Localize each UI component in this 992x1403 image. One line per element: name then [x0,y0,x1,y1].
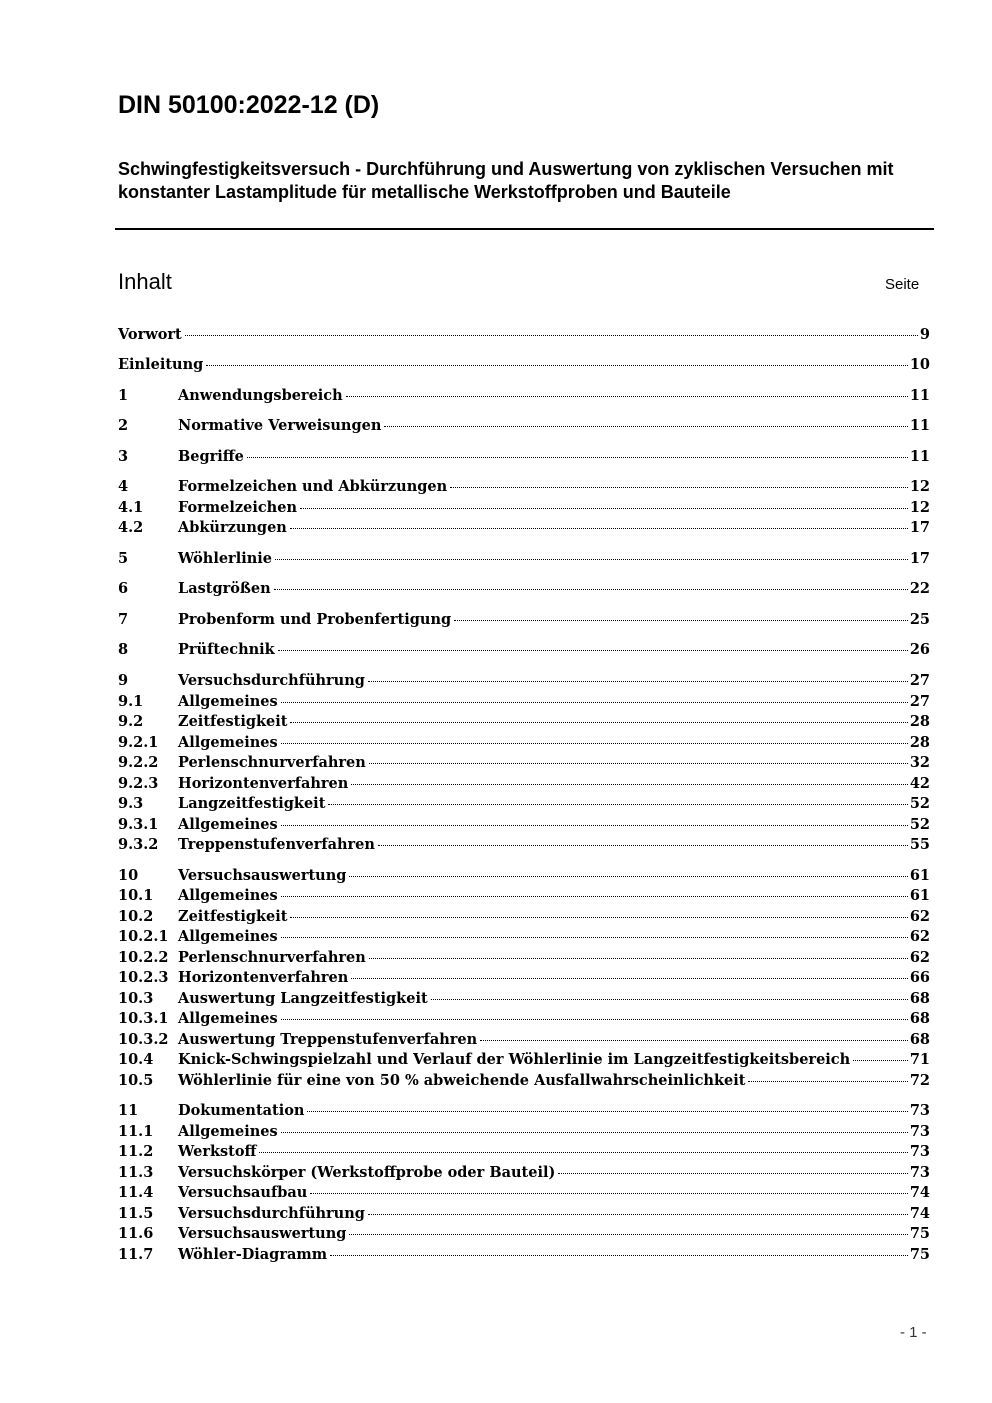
toc-entry-title: Formelzeichen [178,499,297,516]
toc-entry-number: 10.5 [118,1072,154,1089]
toc-entry-number: 11 [118,1102,139,1119]
toc-entry-leader-dots [281,742,908,744]
toc-entry-leader-dots [450,486,908,488]
toc-entry-number: 10.3.2 [118,1031,169,1048]
toc-entry-leader-dots [748,1080,907,1082]
toc-entry-page: 75 [909,1246,930,1263]
toc-entry[interactable] [118,968,930,988]
toc-entry-leader-dots [378,844,908,846]
toc-entry-leader-dots [369,762,908,764]
toc-entry[interactable] [118,753,930,773]
toc-entry-leader-dots [480,1039,908,1041]
toc-entry-number: 9.3.2 [118,836,159,853]
toc-entry-leader-dots [349,1233,907,1235]
toc-entry-leader-dots [206,364,908,366]
toc-entry-title: Allgemeines [178,887,278,904]
toc-entry[interactable] [118,447,930,467]
toc-entry[interactable] [118,774,930,794]
toc-entry-page: 75 [909,1225,930,1242]
toc-entry-page: 22 [909,580,930,597]
toc-entry[interactable] [118,477,930,497]
toc-entry-number: 10.3 [118,990,154,1007]
toc-entry-leader-dots [346,395,908,397]
toc-entry-page: 11 [909,448,930,465]
toc-entry-number: 3 [118,448,129,465]
toc-entry-title: Wöhler-Diagramm [178,1246,328,1263]
toc-entry-leader-dots [558,1172,907,1174]
toc-entry-number: 5 [118,550,129,567]
toc-entry[interactable] [118,692,930,712]
toc-entry-number: 10.2 [118,908,154,925]
toc-entry-title: Horizontenverfahren [178,775,349,792]
toc-entry-page: 11 [909,417,930,434]
toc-entry-leader-dots [278,649,908,651]
toc-entry[interactable] [118,927,930,947]
toc-entry-number: 9.3 [118,795,144,812]
toc-heading: Inhalt [118,269,172,294]
toc-entry[interactable] [118,1009,930,1029]
toc-entry-title: Allgemeines [178,1010,278,1027]
toc-entry-number: 11.6 [118,1225,154,1242]
toc-entry-number: 7 [118,611,129,628]
toc-entry-leader-dots [290,721,907,723]
toc-entry-page: 42 [909,775,930,792]
toc-entry[interactable] [118,1204,930,1224]
toc-entry[interactable] [118,416,930,436]
toc-entry-leader-dots [454,619,908,621]
toc-entry-page: 62 [909,908,930,925]
toc-entry-leader-dots [281,936,908,938]
toc-entry-title: Wöhlerlinie für eine von 50 % abweichende Ausfallwahrscheinlichkeit [178,1072,746,1089]
toc-entry-page: 17 [909,519,930,536]
title-divider [115,228,934,230]
toc-entry-title: Knick-Schwingspielzahl und Verlauf der Wöhlerlinie im Langzeitfestigkeitsbereich [178,1051,851,1068]
toc-entry-title: Perlenschnurverfahren [178,754,366,771]
toc-entry-leader-dots [281,1131,908,1133]
document-title: DIN 50100:2022-12 (D) [118,91,380,119]
toc-entry-leader-dots [281,1018,908,1020]
toc-entry-number: 10.2.3 [118,969,169,986]
toc-entry-page: 25 [909,611,930,628]
toc-entry-number: 11.2 [118,1143,154,1160]
toc-entry-title: Auswertung Treppenstufenverfahren [178,1031,478,1048]
toc-entry-number: 9.3.1 [118,816,159,833]
toc-entry-number: 1 [118,387,129,404]
toc-entry-page: 68 [909,1031,930,1048]
toc-entry-page: 62 [909,928,930,945]
toc-entry[interactable] [118,1163,930,1183]
toc-entry-title: Dokumentation [178,1102,305,1119]
toc-entry-title: Zeitfestigkeit [178,908,288,925]
toc-entry-leader-dots [431,998,908,1000]
toc-entry[interactable] [118,498,930,518]
toc-entry[interactable] [118,948,930,968]
toc-entry-leader-dots [281,824,908,826]
toc-entry-page: 12 [909,499,930,516]
toc-entry-leader-dots [259,1151,907,1153]
toc-entry-leader-dots [368,1213,908,1215]
toc-entry-number: 9 [118,672,129,689]
toc-entry[interactable] [118,1245,930,1265]
toc-entry-number: 10.2.2 [118,949,169,966]
toc-entry[interactable] [118,866,930,886]
toc-entry-page: 10 [909,356,930,373]
toc-entry-number: 11.3 [118,1164,154,1181]
page-number: - 1 - [900,1324,927,1341]
toc-entry-leader-dots [328,803,907,805]
toc-entry-number: 9.2.2 [118,754,159,771]
toc-entry-number: 9.1 [118,693,144,710]
toc-entry-page: 52 [909,795,930,812]
toc-entry-page: 27 [909,693,930,710]
toc-entry-page: 73 [909,1143,930,1160]
toc-entry-page: 32 [909,754,930,771]
toc-entry-leader-dots [290,527,908,529]
toc-entry[interactable] [118,733,930,753]
toc-entry-leader-dots [281,895,908,897]
toc-entry[interactable] [118,1224,930,1244]
toc-entry-title: Versuchskörper (Werkstoffprobe oder Bauteil) [178,1164,556,1181]
toc-entry-leader-dots [384,425,907,427]
toc-entry[interactable] [118,1030,930,1050]
toc-entry-leader-dots [307,1110,907,1112]
toc-entry[interactable] [118,549,930,569]
toc-entry[interactable] [118,907,930,927]
toc-entry-title: Abkürzungen [178,519,287,536]
toc-entry-title: Zeitfestigkeit [178,713,288,730]
toc-entry-leader-dots [368,680,908,682]
toc-entry-page: 72 [909,1072,930,1089]
toc-entry-title: Perlenschnurverfahren [178,949,366,966]
toc-entry-title: Begriffe [178,448,244,465]
toc-entry-title: Horizontenverfahren [178,969,349,986]
toc-entry[interactable] [118,815,930,835]
toc-entry-number: 10.4 [118,1051,154,1068]
toc-entry-number: 10.1 [118,887,154,904]
toc-entry[interactable] [118,835,930,855]
toc-entry-page: 74 [909,1205,930,1222]
toc-entry-page: 11 [909,387,930,404]
toc-entry-leader-dots [300,507,908,509]
toc-entry[interactable] [118,518,930,538]
toc-entry-leader-dots [853,1059,908,1061]
toc-entry-title: Allgemeines [178,734,278,751]
toc-entry-page: 73 [909,1123,930,1140]
toc-entry-leader-dots [290,916,907,918]
toc-entry-title: Probenform und Probenfertigung [178,611,452,628]
toc-entry[interactable] [118,989,930,1009]
toc-entry-title: Vorwort [118,326,182,343]
toc-entry-title: Versuchsauswertung [178,1225,347,1242]
toc-entry-leader-dots [274,588,908,590]
toc-entry-page: 12 [909,478,930,495]
toc-entry-page: 61 [909,887,930,904]
toc-entry[interactable] [118,1071,930,1091]
toc-entry-title: Normative Verweisungen [178,417,382,434]
toc-entry[interactable] [118,1142,930,1162]
toc-entry-title: Treppenstufenverfahren [178,836,375,853]
document-subtitle: Schwingfestigkeitsversuch - Durchführung und Auswertung von zyklischen Versuchen mit konstanter Lastamplitude für metallische Werkstoffproben und Bauteile [118,159,894,202]
toc-entry-title: Allgemeines [178,693,278,710]
toc-entry-number: 8 [118,641,129,658]
toc-entry-page: 68 [909,990,930,1007]
toc-entry-page: 28 [909,713,930,730]
toc-entry-title: Einleitung [118,356,204,373]
toc-entry-title: Versuchsdurchführung [178,672,365,689]
toc-entry-page: 73 [909,1164,930,1181]
toc-entry-title: Allgemeines [178,816,278,833]
toc-entry[interactable] [118,712,930,732]
toc-entry-number: 11.1 [118,1123,154,1140]
toc-entry-title: Versuchsaufbau [178,1184,308,1201]
toc-entry-leader-dots [281,701,908,703]
toc-entry-page: 17 [909,550,930,567]
toc-entry-leader-dots [351,783,908,785]
toc-entry-leader-dots [247,456,908,458]
toc-entry-number: 10.3.1 [118,1010,169,1027]
toc-entry-page: 74 [909,1184,930,1201]
toc-entry-number: 4 [118,478,129,495]
toc-entry-number: 11.7 [118,1246,154,1263]
toc-entry[interactable] [118,355,930,375]
toc-entry-title: Werkstoff [178,1143,257,1160]
toc-entry-number: 6 [118,580,129,597]
toc-entry-page: 26 [909,641,930,658]
toc-entry-number: 9.2 [118,713,144,730]
toc-entry[interactable] [118,640,930,660]
toc-entry-page: 66 [909,969,930,986]
toc-entry-title: Lastgrößen [178,580,271,597]
toc-entry-number: 2 [118,417,129,434]
toc-entry-title: Langzeitfestigkeit [178,795,326,812]
toc-entry-leader-dots [330,1254,908,1256]
toc-entry-number: 9.2.1 [118,734,159,751]
toc-entry-page: 27 [909,672,930,689]
toc-entry[interactable] [118,1101,930,1121]
toc-entry[interactable] [118,386,930,406]
toc-entry-title: Versuchsauswertung [178,867,347,884]
toc-entry-leader-dots [310,1192,908,1194]
toc-entry-title: Prüftechnik [178,641,275,658]
toc-entry-page: 62 [909,949,930,966]
toc-entry-leader-dots [185,334,918,336]
toc-entry[interactable] [118,794,930,814]
toc-entry-page: 9 [919,326,930,343]
toc-entry-page: 28 [909,734,930,751]
toc-entry-page: 68 [909,1010,930,1027]
toc-entry-page: 52 [909,816,930,833]
toc-page-column-label: Seite [885,276,920,293]
toc-entry[interactable] [118,671,930,691]
toc-entry-number: 4.1 [118,499,144,516]
toc-entry-number: 4.2 [118,519,144,536]
toc-entry[interactable] [118,1122,930,1142]
toc-entry-title: Formelzeichen und Abkürzungen [178,478,448,495]
toc-entry-page: 55 [909,836,930,853]
toc-entry-number: 9.2.3 [118,775,159,792]
toc-entry-title: Allgemeines [178,928,278,945]
toc-entry-number: 10 [118,867,139,884]
toc-entry[interactable] [118,1183,930,1203]
toc-entry-title: Allgemeines [178,1123,278,1140]
toc-entry[interactable] [118,886,930,906]
toc-entry-title: Wöhlerlinie [178,550,272,567]
toc-entry-number: 11.4 [118,1184,154,1201]
toc-entry-page: 71 [909,1051,930,1068]
toc-entry-number: 10.2.1 [118,928,169,945]
toc-entry-leader-dots [349,875,907,877]
toc-entry[interactable] [118,1050,930,1070]
toc-entry-leader-dots [275,558,908,560]
toc-entry-leader-dots [369,957,908,959]
toc-entry-leader-dots [351,977,908,979]
toc-entry-title: Versuchsdurchführung [178,1205,365,1222]
toc-entry[interactable] [118,325,930,345]
toc-entry[interactable] [118,610,930,630]
toc-entry-title: Anwendungsbereich [178,387,343,404]
toc-entry-page: 73 [909,1102,930,1119]
toc-entry[interactable] [118,579,930,599]
toc-entry-title: Auswertung Langzeitfestigkeit [178,990,428,1007]
toc-entry-page: 61 [909,867,930,884]
toc-entry-number: 11.5 [118,1205,154,1222]
